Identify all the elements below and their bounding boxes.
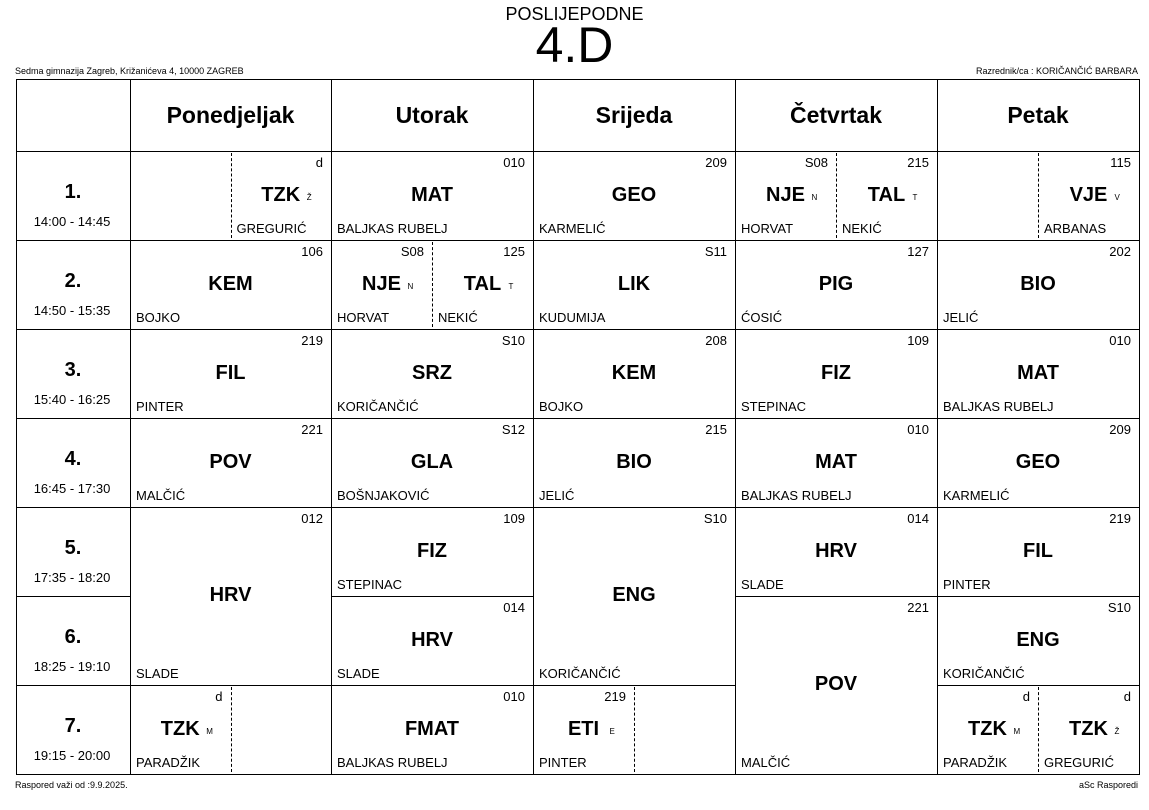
group-label: N (407, 281, 414, 291)
room-number: 209 (1109, 422, 1131, 437)
grid-line (937, 507, 1140, 508)
grid-line (16, 596, 130, 597)
day-header: Srijeda (595, 101, 673, 128)
subject-label: KEM (611, 361, 657, 384)
group-label: E (609, 726, 615, 736)
subject-label: HRV (815, 539, 857, 562)
subject-label: FIL (215, 361, 246, 384)
room-number: 109 (503, 511, 525, 526)
room-number: 010 (503, 155, 525, 170)
subject-label: VJE (1069, 183, 1108, 206)
subject-label: BIO (1020, 272, 1056, 295)
grid-line (331, 151, 534, 152)
grid-line (533, 151, 736, 152)
grid-line (130, 774, 332, 775)
room-number: 219 (1109, 511, 1131, 526)
subject-label: FIZ (821, 361, 851, 384)
subject-label: FIL (1023, 539, 1053, 562)
grid-line (331, 240, 534, 241)
room-number: 010 (503, 689, 525, 704)
teacher-name: SLADE (337, 666, 380, 681)
period-time: 14:00 - 14:45 (33, 214, 111, 229)
room-number: S08 (400, 244, 424, 259)
period-number: 6. (64, 626, 82, 648)
room-number: 209 (705, 155, 727, 170)
room-number: 127 (907, 244, 929, 259)
group-label: T (912, 192, 918, 202)
grid-line (735, 774, 938, 775)
group-label: T (508, 281, 514, 291)
subject-label: TZK (1069, 717, 1108, 740)
teacher-name: BOŠNJAKOVIĆ (337, 488, 430, 503)
grid-line (130, 79, 131, 774)
subject-label: MAT (815, 450, 857, 473)
teacher-name: KARMELIĆ (539, 221, 606, 236)
teacher-name: SLADE (136, 666, 179, 681)
period-number: 3. (64, 359, 82, 381)
grid-line (533, 774, 736, 775)
school-name: Sedma gimnazija Zagreb, Križanićeva 4, 10000 ZAGREB (15, 66, 244, 76)
subject-label: ETI (567, 717, 600, 740)
room-number: 012 (301, 511, 323, 526)
grid-line (16, 240, 130, 241)
grid-line (331, 685, 534, 686)
room-number: d (215, 689, 223, 704)
subject-label: FMAT (404, 717, 460, 740)
grid-line (735, 418, 938, 419)
room-number: d (315, 155, 323, 170)
day-header: Petak (1007, 101, 1069, 128)
grid-line (937, 418, 1140, 419)
grid-line (533, 685, 736, 686)
teacher-name: GREGURIĆ (1044, 755, 1115, 770)
teacher-name: MALČIĆ (741, 755, 791, 770)
grid-line (937, 685, 1140, 686)
teacher-name: JELIĆ (539, 488, 575, 503)
teacher-name: BALJKAS RUBELJ (741, 488, 852, 503)
teacher-name: STEPINAC (337, 577, 403, 592)
subject-label: HRV (411, 628, 453, 651)
subject-label: TAL (463, 272, 502, 295)
subject-label: SRZ (412, 361, 452, 384)
room-number: 208 (705, 333, 727, 348)
room-number: d (1022, 689, 1030, 704)
room-number: 215 (705, 422, 727, 437)
teacher-name: PINTER (539, 755, 587, 770)
room-number: 215 (907, 155, 929, 170)
grid-line (130, 329, 332, 330)
teacher-name: BALJKAS RUBELJ (337, 221, 448, 236)
period-number: 7. (64, 715, 82, 737)
teacher-name: KORIČANČIĆ (337, 399, 419, 414)
teacher-name: GREGURIĆ (236, 221, 307, 236)
subject-label: HRV (209, 584, 252, 606)
teacher-name: KORIČANČIĆ (539, 666, 621, 681)
day-header: Ponedjeljak (166, 101, 295, 128)
grid-line (533, 240, 736, 241)
grid-line (331, 507, 534, 508)
teacher-name: STEPINAC (741, 399, 807, 414)
day-header: Utorak (395, 101, 469, 128)
teacher-name: NEKIĆ (438, 310, 478, 325)
grid-line (331, 418, 534, 419)
grid-line (735, 151, 938, 152)
room-number: S11 (704, 244, 727, 259)
grid-line (937, 151, 1140, 152)
subject-label: NJE (362, 272, 401, 295)
room-number: 221 (907, 600, 929, 615)
subject-label: TZK (968, 717, 1007, 740)
split-line (231, 687, 232, 772)
teacher-name: ĆOSIĆ (741, 310, 783, 325)
grid-line (16, 418, 130, 419)
subject-label: GEO (611, 183, 657, 206)
subject-label: TAL (867, 183, 906, 206)
grid-line (331, 329, 534, 330)
room-number: 125 (503, 244, 525, 259)
period-time: 14:50 - 15:35 (33, 303, 111, 318)
room-number: 010 (907, 422, 929, 437)
room-number: d (1123, 689, 1131, 704)
grid-line (130, 507, 332, 508)
room-number: 014 (503, 600, 525, 615)
subject-label: KEM (208, 272, 253, 295)
room-number: 109 (907, 333, 929, 348)
period-time: 16:45 - 17:30 (33, 481, 111, 496)
teacher-name: BOJKO (136, 310, 181, 325)
period-number: 1. (64, 181, 82, 203)
grid-line (937, 774, 1140, 775)
grid-line (937, 596, 1140, 597)
room-number: 106 (301, 244, 323, 259)
teacher-name: KARMELIĆ (943, 488, 1010, 503)
teacher-name: JELIĆ (943, 310, 979, 325)
subject-label: TZK (261, 183, 301, 206)
period-number: 5. (64, 537, 82, 559)
grid-line (130, 240, 332, 241)
subject-label: ENG (1016, 628, 1060, 651)
grid-line (735, 329, 938, 330)
class-teacher: Razrednik/ca : KORIČANČIĆ BARBARA (975, 66, 1138, 76)
group-label: N (811, 192, 818, 202)
room-number: S10 (703, 511, 727, 526)
group-label: M (1013, 726, 1021, 736)
teacher-name: HORVAT (337, 310, 390, 325)
room-number: S08 (804, 155, 828, 170)
grid-line (735, 507, 938, 508)
teacher-name: MALČIĆ (136, 488, 186, 503)
room-number: 010 (1109, 333, 1131, 348)
grid-line (16, 685, 130, 686)
room-number: S10 (1107, 600, 1131, 615)
room-number: 221 (301, 422, 323, 437)
room-number: 219 (301, 333, 323, 348)
teacher-name: NEKIĆ (842, 221, 882, 236)
grid-line (130, 685, 332, 686)
grid-line (130, 418, 332, 419)
grid-line (331, 774, 534, 775)
brand-label: aSc Rasporedi (1078, 780, 1138, 790)
grid-line (735, 240, 938, 241)
subject-label: GLA (410, 450, 454, 473)
grid-line (937, 329, 1140, 330)
grid-line (130, 151, 332, 152)
period-time: 18:25 - 19:10 (33, 659, 111, 674)
teacher-name: ARBANAS (1044, 221, 1107, 236)
subject-label: FIZ (417, 539, 447, 562)
subject-label: POV (209, 450, 252, 473)
subject-label: BIO (616, 450, 652, 473)
subject-label: MAT (411, 183, 453, 206)
subject-label: TZK (160, 717, 200, 740)
teacher-name: BOJKO (539, 399, 584, 414)
grid-line (735, 596, 938, 597)
room-number: 014 (907, 511, 929, 526)
shift-label: POSLIJEPODNE (505, 4, 644, 24)
grid-line (937, 79, 938, 774)
grid-line (533, 507, 736, 508)
group-label: Ž (306, 192, 312, 202)
class-name: 4.D (535, 17, 614, 73)
room-number: S12 (501, 422, 525, 437)
grid-line (937, 240, 1140, 241)
room-number: 219 (604, 689, 626, 704)
teacher-name: BALJKAS RUBELJ (337, 755, 448, 770)
teacher-name: PARADŽIK (136, 755, 201, 770)
period-number: 2. (64, 270, 82, 292)
subject-label: GEO (1015, 450, 1061, 473)
teacher-name: PARADŽIK (943, 755, 1008, 770)
teacher-name: KUDUMIJA (539, 310, 606, 325)
subject-label: MAT (1017, 361, 1059, 384)
teacher-name: PINTER (136, 399, 184, 414)
teacher-name: HORVAT (741, 221, 794, 236)
split-line (634, 687, 635, 772)
room-number: 202 (1109, 244, 1131, 259)
group-label: M (206, 726, 213, 736)
room-number: S10 (501, 333, 525, 348)
period-time: 19:15 - 20:00 (33, 748, 111, 763)
grid-line (533, 418, 736, 419)
grid-line (331, 596, 534, 597)
group-label: Ž (1114, 726, 1120, 736)
period-number: 4. (64, 448, 82, 470)
grid-line (16, 329, 130, 330)
teacher-name: KORIČANČIĆ (943, 666, 1025, 681)
subject-label: POV (814, 673, 858, 695)
teacher-name: BALJKAS RUBELJ (943, 399, 1054, 414)
subject-label: PIG (818, 272, 854, 295)
period-time: 17:35 - 18:20 (33, 570, 111, 585)
period-time: 15:40 - 16:25 (33, 392, 111, 407)
subject-label: ENG (612, 584, 656, 606)
day-header: Četvrtak (789, 101, 883, 128)
grid-line (1139, 79, 1140, 774)
grid-line (16, 507, 130, 508)
room-number: 115 (1110, 155, 1131, 170)
subject-label: NJE (766, 183, 805, 206)
valid-from: Raspored važi od :9.9.2025. (15, 780, 128, 790)
group-label: V (1114, 192, 1120, 202)
subject-label: LIK (617, 272, 651, 295)
teacher-name: PINTER (943, 577, 991, 592)
grid-line (533, 329, 736, 330)
teacher-name: SLADE (741, 577, 784, 592)
